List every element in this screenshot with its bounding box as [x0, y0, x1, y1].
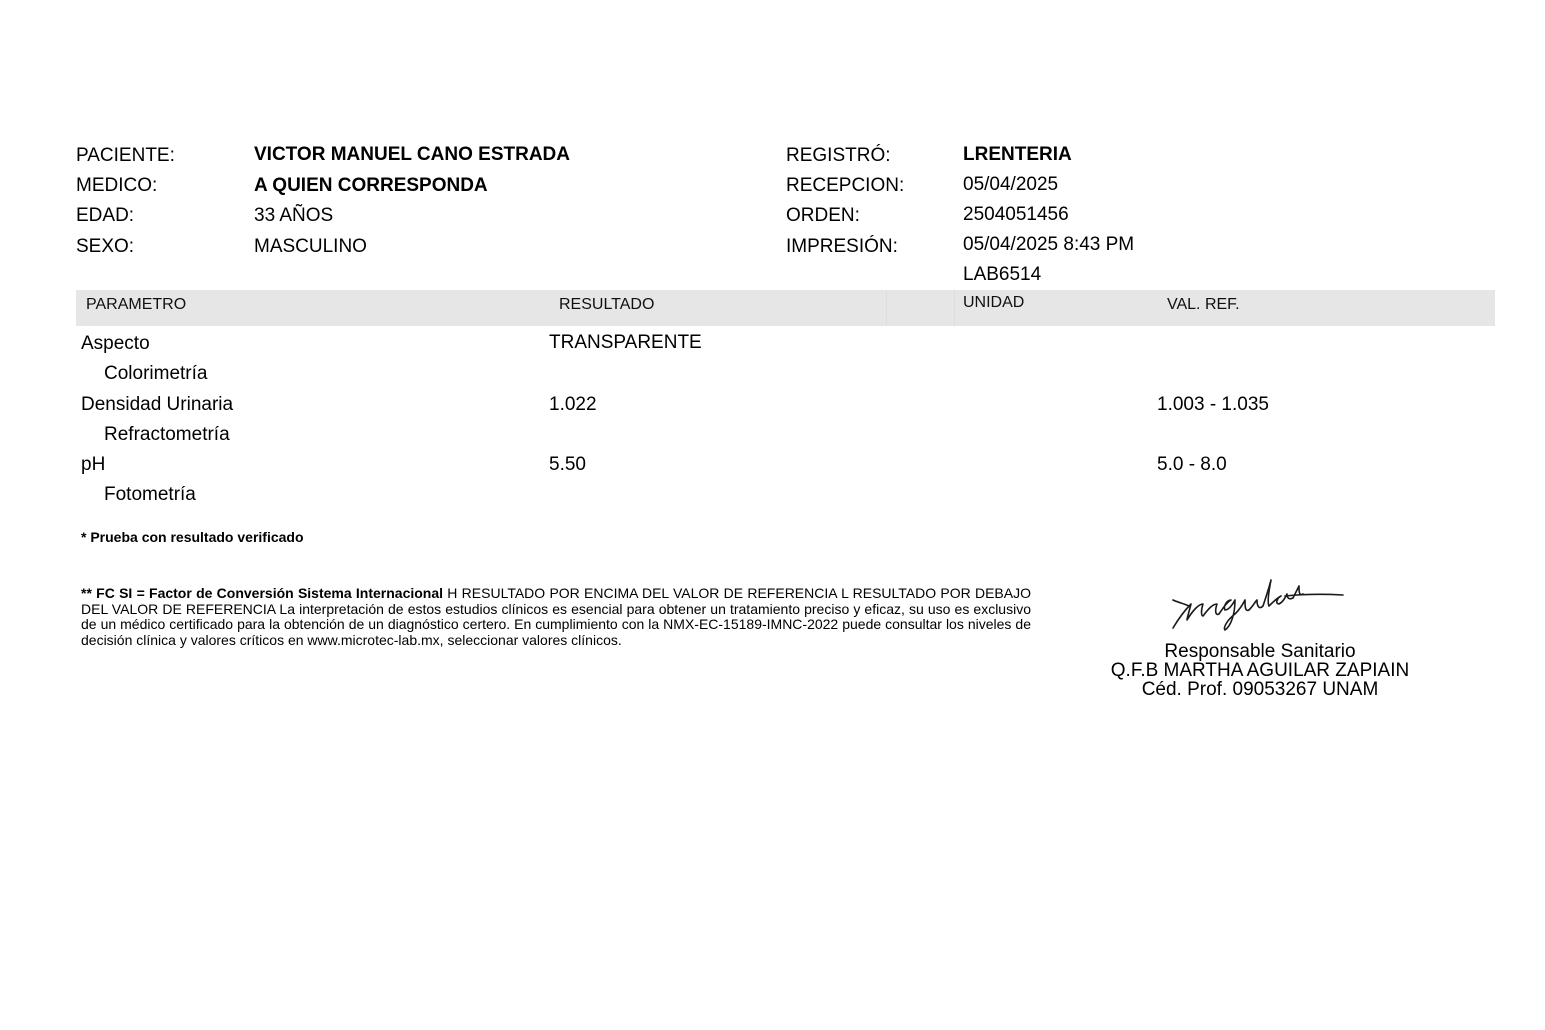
lab-code: LAB6514 [963, 264, 1042, 285]
registered-by-label: REGISTRÓ: [786, 145, 891, 166]
signature-block [1090, 642, 1430, 699]
verified-note: * Prueba con resultado verificado [81, 529, 304, 545]
sex-label: SEXO: [76, 236, 135, 257]
row-parametro: Densidad Urinaria [81, 394, 234, 415]
footnote [81, 586, 1031, 648]
age-label: EDAD: [76, 205, 135, 226]
print-label: IMPRESIÓN: [786, 236, 898, 257]
header-divider [954, 290, 955, 326]
doctor-name: A QUIEN CORRESPONDA [254, 175, 488, 196]
order-label: ORDEN: [786, 205, 860, 226]
row-resultado: 1.022 [549, 394, 597, 415]
row-val-ref: 1.003 - 1.035 [1157, 394, 1269, 415]
patient-name: VICTOR MANUEL CANO ESTRADA [254, 144, 570, 165]
row-parametro: pH [81, 454, 106, 475]
row-val-ref: 5.0 - 8.0 [1157, 454, 1227, 475]
patient-label: PACIENTE: [76, 145, 175, 166]
footnote-bold: ** FC SI = Factor de Conversión Sistema Internacional [81, 585, 444, 601]
row-method: Fotometría [104, 484, 196, 505]
footnote-text: H RESULTADO POR ENCIMA DEL VALOR DE REFERENCIA L RESULTADO POR DEBAJO DEL VALOR DE REFERENCIA La interpretación de estos estudios clínicos es esencial para obtener un tratamiento preciso y eficaz, su uso es exclusivo de un médico certificado para la obtención de un diagnóstico certero. En cumplimiento con la NMX-EC-15189-IMNC-2022 puede consultar los niveles de decisión clínica y valores críticos en www.microtec-lab.mx, seleccionar valores clínicos. [81, 585, 1031, 648]
handwritten-signature [1165, 570, 1355, 634]
doctor-label: MEDICO: [76, 175, 158, 196]
reception-value: 05/04/2025 [963, 174, 1059, 195]
signature-name: Q.F.B MARTHA AGUILAR ZAPIAIN [1110, 660, 1410, 681]
reception-label: RECEPCION: [786, 175, 905, 196]
sex-value: MASCULINO [254, 236, 367, 257]
row-method: Colorimetría [104, 363, 208, 384]
row-resultado: 5.50 [549, 454, 586, 475]
registered-by-value: LRENTERIA [963, 144, 1072, 165]
header-divider [886, 290, 887, 326]
print-value: 05/04/2025 8:43 PM [963, 234, 1135, 255]
header-resultado: RESULTADO [559, 296, 655, 313]
signature-license: Céd. Prof. 09053267 UNAM [1141, 679, 1379, 700]
age-value: 33 AÑOS [254, 205, 334, 226]
row-resultado: TRANSPARENTE [549, 332, 702, 353]
header-val-ref: VAL. REF. [1167, 296, 1240, 313]
header-unidad: UNIDAD [963, 294, 1025, 311]
row-parametro: Aspecto [81, 333, 150, 354]
row-method: Refractometría [104, 424, 230, 445]
signature-role: Responsable Sanitario [1164, 641, 1356, 662]
table-header [76, 290, 1495, 326]
order-value: 2504051456 [963, 204, 1069, 225]
header-parametro: PARAMETRO [86, 296, 187, 313]
